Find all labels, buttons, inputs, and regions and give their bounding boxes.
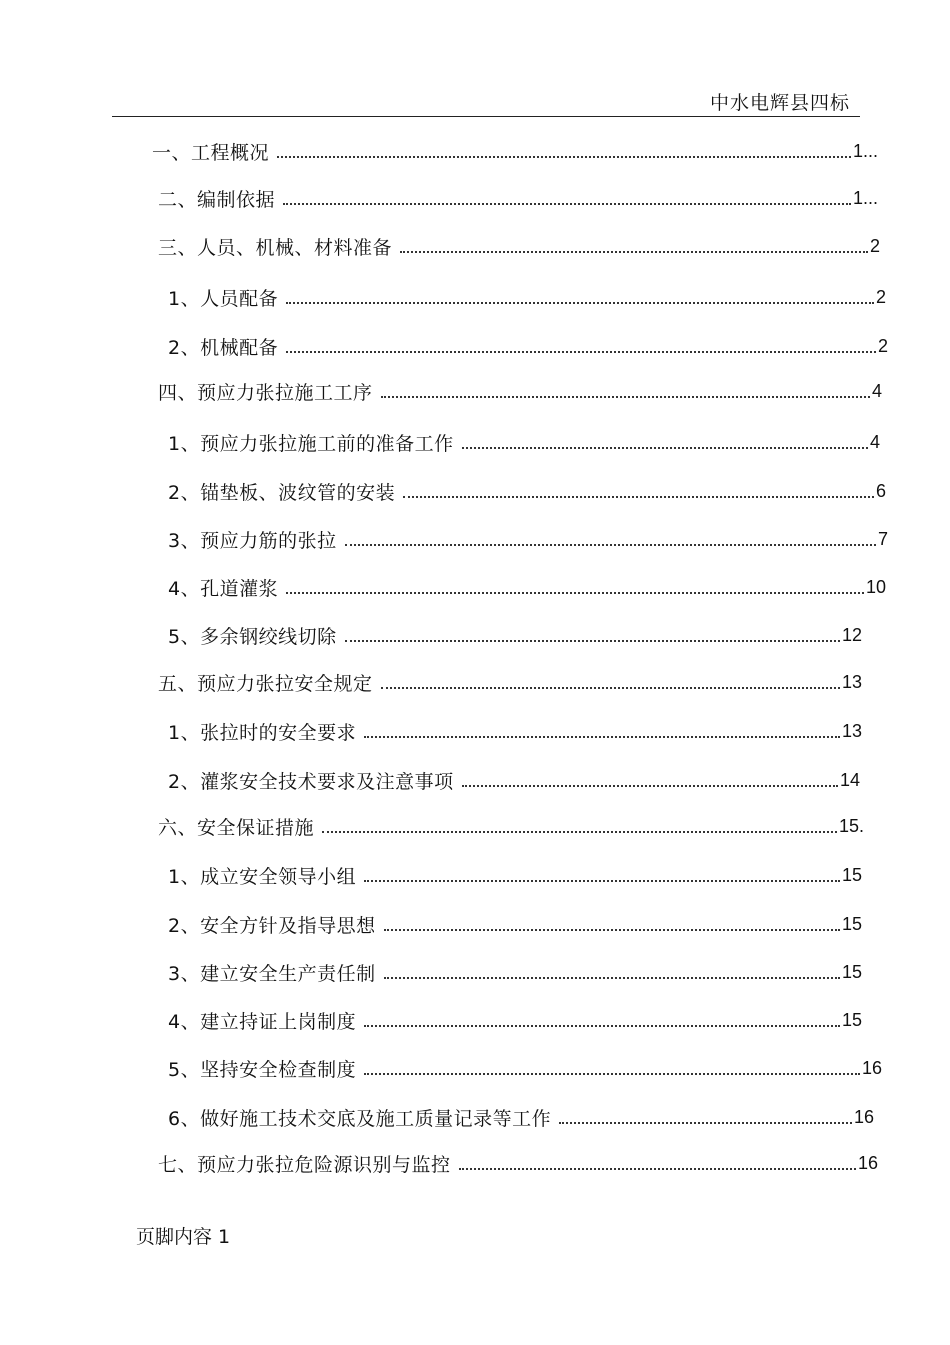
toc-entry-page: 15. <box>838 815 864 836</box>
toc-entry-page: 16 <box>861 1057 882 1078</box>
toc-entry-label: 六、安全保证措施 <box>158 816 315 839</box>
toc-entry[interactable] <box>168 766 860 794</box>
toc-entry[interactable] <box>158 184 878 212</box>
toc-entry-page: 7 <box>877 528 888 549</box>
toc-entry-label: 四、预应力张拉施工工序 <box>158 381 373 404</box>
toc-entry-page: 1... <box>852 187 878 208</box>
toc-dot-leader <box>345 544 876 546</box>
header-title: 中水电辉县四标 <box>709 92 850 114</box>
toc-entry[interactable] <box>168 1006 862 1034</box>
toc-entry-label: 6、做好施工技术交底及施工质量记录等工作 <box>168 1107 552 1130</box>
toc-dot-leader <box>283 203 851 205</box>
toc-dot-leader <box>286 302 874 304</box>
toc-entry[interactable] <box>168 958 862 986</box>
toc-entry[interactable] <box>168 428 880 456</box>
toc-entry-page: 16 <box>853 1106 874 1127</box>
toc-entry-label: 一、工程概况 <box>152 141 270 164</box>
toc-dot-leader <box>286 592 864 594</box>
toc-entry[interactable] <box>168 717 862 745</box>
toc-entry-label: 2、锚垫板、波纹管的安装 <box>168 481 396 504</box>
toc-entry-label: 4、孔道灌浆 <box>168 577 279 600</box>
toc-entry-label: 七、预应力张拉危险源识别与监控 <box>158 1153 451 1176</box>
toc-entry-label: 3、预应力筋的张拉 <box>168 529 337 552</box>
toc-entry-page: 6 <box>875 480 886 501</box>
toc-dot-leader <box>462 447 868 449</box>
toc-entry-page: 13 <box>841 720 862 741</box>
toc-entry[interactable] <box>168 283 886 311</box>
toc-dot-leader <box>459 1168 856 1170</box>
toc-entry-page: 2 <box>877 335 888 356</box>
toc-entry-label: 2、安全方针及指导思想 <box>168 914 376 937</box>
toc-entry-page: 2 <box>869 235 880 256</box>
toc-dot-leader <box>286 351 876 353</box>
toc-entry[interactable] <box>168 621 862 649</box>
toc-dot-leader <box>364 1073 860 1075</box>
toc-entry[interactable] <box>168 861 862 889</box>
toc-entry-page: 2 <box>875 286 886 307</box>
toc-entry-page: 4 <box>871 380 882 401</box>
toc-dot-leader <box>364 736 840 738</box>
toc-dot-leader <box>364 880 840 882</box>
toc-entry[interactable] <box>168 573 886 601</box>
toc-entry[interactable] <box>168 910 862 938</box>
toc-entry-label: 三、人员、机械、材料准备 <box>158 236 393 259</box>
toc-dot-leader <box>322 831 837 833</box>
toc-entry[interactable] <box>158 232 880 260</box>
toc-entry[interactable] <box>158 1149 878 1177</box>
toc-entry-page: 15 <box>841 1009 862 1030</box>
toc-dot-leader <box>559 1122 852 1124</box>
toc-entry[interactable] <box>158 377 882 405</box>
toc-entry-label: 3、建立安全生产责任制 <box>168 962 376 985</box>
toc-entry-page: 4 <box>869 431 880 452</box>
toc-entry[interactable] <box>168 1103 874 1131</box>
header-rule <box>112 116 860 117</box>
toc-entry-page: 15 <box>841 913 862 934</box>
toc-entry-label: 5、多余钢绞线切除 <box>168 625 337 648</box>
page-footer: 页脚内容 1 <box>136 1226 231 1248</box>
toc-entry-label: 1、预应力张拉施工前的准备工作 <box>168 432 454 455</box>
toc-entry-label: 2、机械配备 <box>168 336 279 359</box>
toc-entry[interactable] <box>168 332 888 360</box>
toc-entry-page: 1... <box>852 140 878 161</box>
toc-entry-label: 2、灌浆安全技术要求及注意事项 <box>168 770 454 793</box>
toc-entry[interactable] <box>168 1054 882 1082</box>
toc-entry[interactable] <box>168 525 888 553</box>
toc-entry-page: 15 <box>841 961 862 982</box>
toc-dot-leader <box>384 929 840 931</box>
toc-entry-label: 1、人员配备 <box>168 287 279 310</box>
toc-dot-leader <box>277 156 851 158</box>
toc-dot-leader <box>381 396 870 398</box>
toc-entry-label: 1、张拉时的安全要求 <box>168 721 357 744</box>
toc-entry-page: 12 <box>841 624 862 645</box>
toc-entry[interactable] <box>158 812 864 840</box>
toc-entry[interactable] <box>152 137 878 165</box>
toc-entry-label: 二、编制依据 <box>158 188 276 211</box>
toc-entry[interactable] <box>158 668 862 696</box>
toc-entry[interactable] <box>168 477 886 505</box>
toc-entry-page: 16 <box>857 1152 878 1173</box>
toc-dot-leader <box>364 1025 840 1027</box>
toc-entry-label: 五、预应力张拉安全规定 <box>158 672 373 695</box>
toc-entry-page: 14 <box>839 769 860 790</box>
toc-dot-leader <box>384 977 840 979</box>
toc-dot-leader <box>345 640 840 642</box>
toc-entry-page: 15 <box>841 864 862 885</box>
toc-entry-page: 10 <box>865 576 886 597</box>
toc-dot-leader <box>403 496 874 498</box>
toc-dot-leader <box>462 785 838 787</box>
toc-dot-leader <box>400 251 868 253</box>
toc-dot-leader <box>381 687 840 689</box>
toc-entry-label: 4、建立持证上岗制度 <box>168 1010 357 1033</box>
toc-entry-label: 1、成立安全领导小组 <box>168 865 357 888</box>
toc-entry-label: 5、坚持安全检查制度 <box>168 1058 357 1081</box>
toc-entry-page: 13 <box>841 671 862 692</box>
